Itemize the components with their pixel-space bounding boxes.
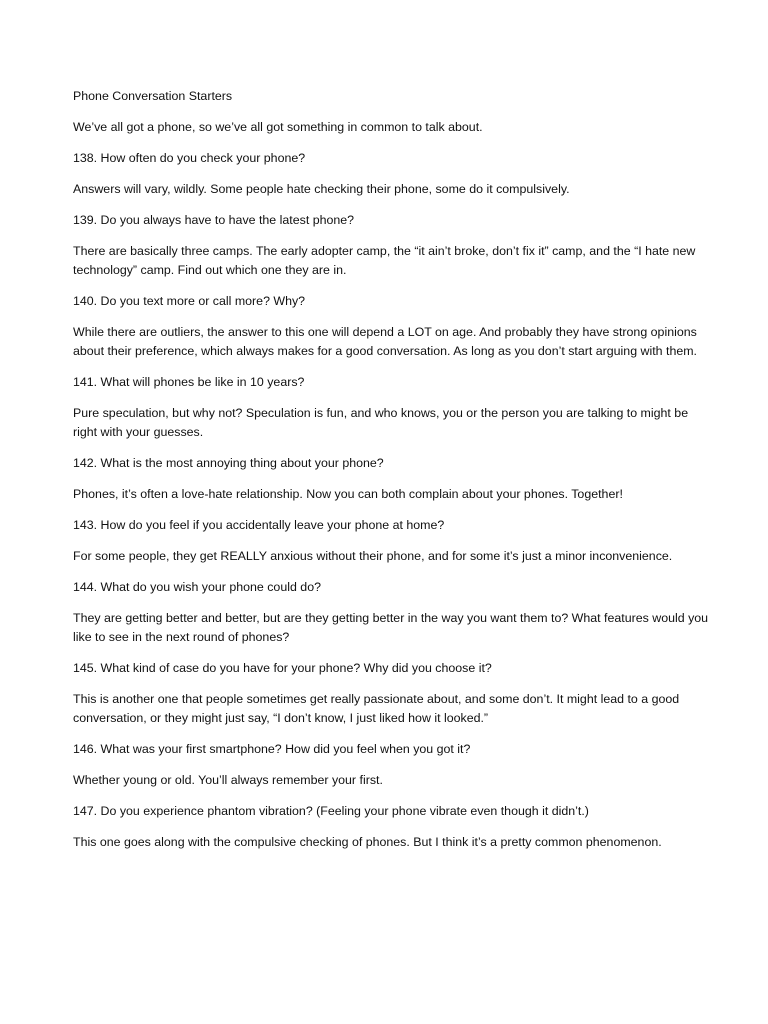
question-138: 138. How often do you check your phone? [73,151,306,165]
question-140: 140. Do you text more or call more? Why? [73,294,306,308]
question-139: 139. Do you always have to have the latest phone? [73,213,355,227]
question-145: 145. What kind of case do you have for your phone? Why did you choose it? [73,661,492,675]
answer-147: This one goes along with the compulsive checking of phones. But I think it’s a pretty common phenomenon. [73,835,662,849]
question-142: 142. What is the most annoying thing about your phone? [73,456,384,470]
answer-140: While there are outliers, the answer to this one will depend a LOT on age. And probably they have strong opinions about their preference, which always makes for a good conversation. As long as you don’t start arguing with them. [73,325,698,358]
answer-143: For some people, they get REALLY anxious without their phone, and for some it’s just a minor inconvenience. [73,549,673,563]
answer-146: Whether young or old. You’ll always remember your first. [73,773,383,787]
answer-139: There are basically three camps. The early adopter camp, the “it ain’t broke, don’t fix it” camp, and the “I hate new technology” camp. Find out which one they are in. [73,244,696,277]
question-146: 146. What was your first smartphone? How did you feel when you got it? [73,742,471,756]
intro-paragraph: We’ve all got a phone, so we’ve all got something in common to talk about. [73,120,483,134]
document-title: Phone Conversation Starters [73,89,233,103]
question-143: 143. How do you feel if you accidentally leave your phone at home? [73,518,445,532]
answer-142: Phones, it’s often a love-hate relationship. Now you can both complain about your phones. Together! [73,487,623,501]
answer-145: This is another one that people sometimes get really passionate about, and some don’t. It might lead to a good conversation, or they might just say, “I don’t know, I just liked how it looked.” [73,692,680,725]
question-144: 144. What do you wish your phone could do? [73,580,321,594]
answer-141: Pure speculation, but why not? Speculation is fun, and who knows, you or the person you are talking to might be right with your guesses. [73,406,689,439]
question-141: 141. What will phones be like in 10 years? [73,375,305,389]
answer-138: Answers will vary, wildly. Some people hate checking their phone, some do it compulsively. [73,182,570,196]
answer-144: They are getting better and better, but are they getting better in the way you want them to? What features would you like to see in the next round of phones? [73,611,709,644]
question-147: 147. Do you experience phantom vibration? (Feeling your phone vibrate even though it didn’t.) [73,804,589,818]
